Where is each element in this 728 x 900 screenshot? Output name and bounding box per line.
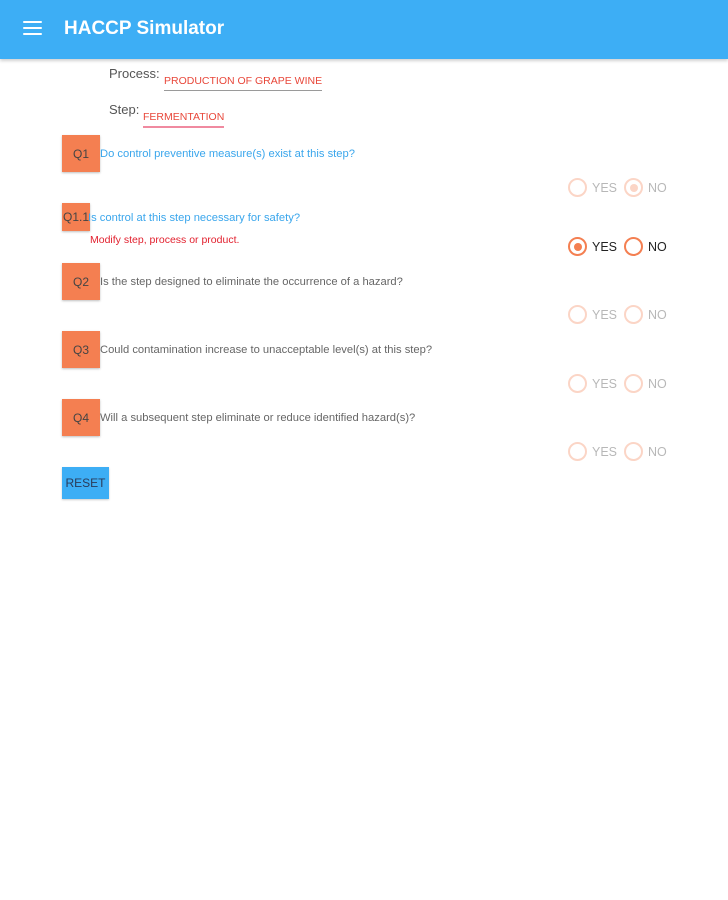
step-label: Step: bbox=[109, 102, 140, 117]
radio-unchecked-icon bbox=[624, 442, 643, 461]
question-badge-q1: Q1 bbox=[62, 135, 100, 172]
radio-yes-q1-1[interactable]: YES bbox=[568, 237, 617, 256]
question-text-q3: Could contamination increase to unacceptable level(s) at this step? bbox=[100, 344, 433, 356]
advice-text: Modify step, process or product. bbox=[90, 234, 240, 246]
question-text-q2: Is the step designed to eliminate the occurrence of a hazard? bbox=[100, 276, 403, 288]
question-badge-q4: Q4 bbox=[62, 399, 100, 436]
process-label: Process: bbox=[109, 66, 160, 81]
radio-group-q1-1 bbox=[568, 237, 667, 256]
question-badge-q2: Q2 bbox=[62, 263, 100, 300]
radio-no-q1-1[interactable]: NO bbox=[624, 237, 667, 256]
radio-yes-q3[interactable]: YES bbox=[568, 374, 617, 393]
radio-yes-q2[interactable]: YES bbox=[568, 305, 617, 324]
question-badge-q1-1: Q1.1 bbox=[62, 203, 90, 231]
radio-yes-q1[interactable]: YES bbox=[568, 178, 617, 197]
radio-unchecked-icon bbox=[568, 178, 587, 197]
radio-yes-q4[interactable]: YES bbox=[568, 442, 617, 461]
radio-unchecked-icon bbox=[624, 374, 643, 393]
radio-group-q3 bbox=[568, 374, 667, 393]
radio-no-q2[interactable]: NO bbox=[624, 305, 667, 324]
app-bar bbox=[0, 0, 728, 59]
radio-no-q1[interactable]: NO bbox=[624, 178, 667, 197]
app-title: HACCP Simulator bbox=[64, 18, 225, 39]
radio-group-q2 bbox=[568, 305, 667, 324]
question-badge-q3: Q3 bbox=[62, 331, 100, 368]
radio-checked-icon bbox=[568, 237, 587, 256]
radio-unchecked-icon bbox=[568, 305, 587, 324]
radio-unchecked-icon bbox=[568, 374, 587, 393]
radio-unchecked-icon bbox=[624, 305, 643, 324]
process-value[interactable]: PRODUCTION OF GRAPE WINE bbox=[164, 75, 322, 91]
radio-no-q3[interactable]: NO bbox=[624, 374, 667, 393]
question-text-q4: Will a subsequent step eliminate or reduce identified hazard(s)? bbox=[100, 412, 416, 424]
radio-no-q4[interactable]: NO bbox=[624, 442, 667, 461]
question-text-q1-1: Is control at this step necessary for safety? bbox=[88, 212, 301, 224]
reset-button[interactable]: RESET bbox=[62, 467, 109, 499]
question-text-q1: Do control preventive measure(s) exist at this step? bbox=[100, 148, 355, 160]
radio-unchecked-icon bbox=[624, 237, 643, 256]
radio-checked-icon bbox=[624, 178, 643, 197]
radio-unchecked-icon bbox=[568, 442, 587, 461]
radio-group-q4 bbox=[568, 442, 667, 461]
step-value[interactable]: FERMENTATION bbox=[143, 111, 224, 128]
hamburger-menu-icon[interactable] bbox=[23, 21, 42, 36]
radio-group-q1 bbox=[568, 178, 667, 197]
